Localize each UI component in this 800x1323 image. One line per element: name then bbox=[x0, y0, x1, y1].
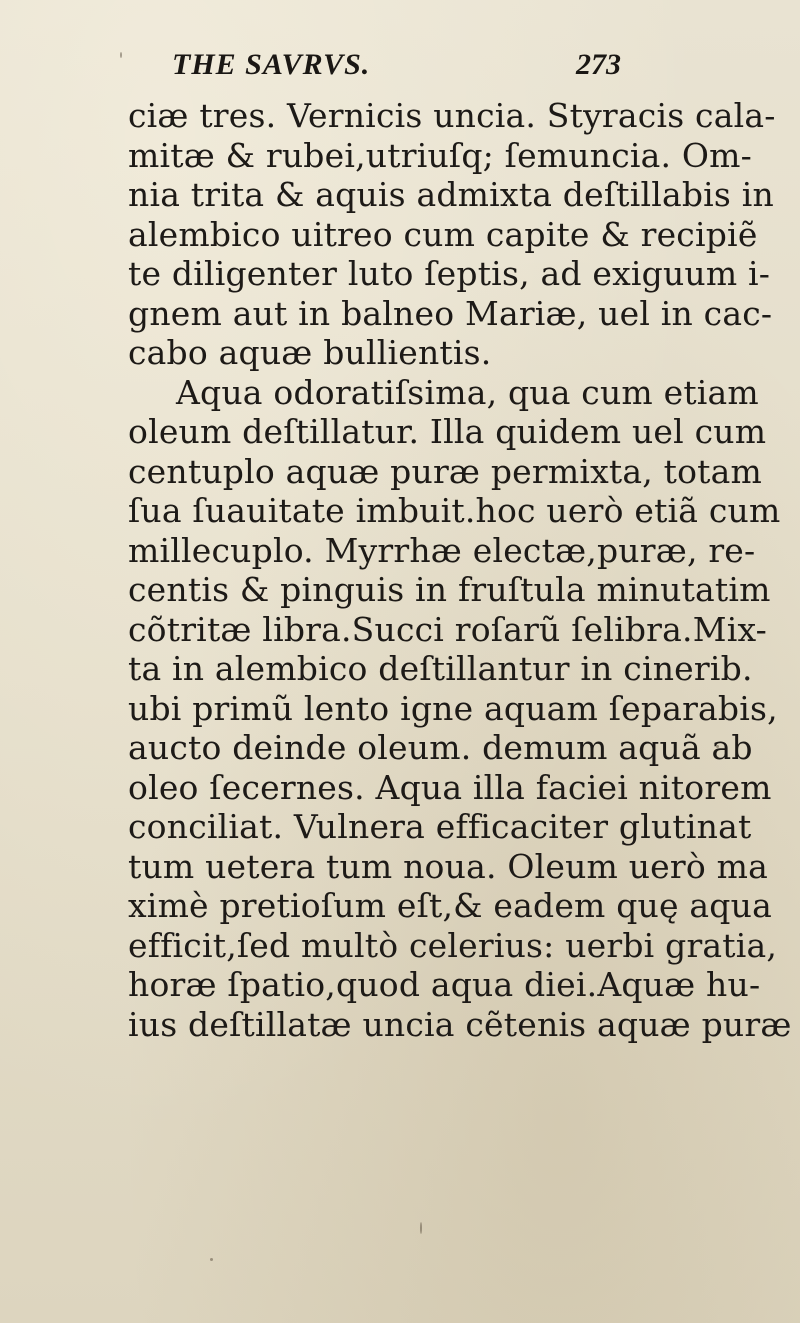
text-line: ximè pretioſum eſt,& eadem quę aqua bbox=[128, 886, 772, 925]
text-line: mitæ & rubei,utriuſq; ſemuncia. Om- bbox=[128, 135, 752, 175]
text-line: ius deſtillatæ uncia cẽtenis aquæ puræ bbox=[128, 1004, 792, 1044]
paper-speck bbox=[120, 52, 122, 58]
text-line: te diligenter luto ſeptis, ad exiguum i- bbox=[128, 254, 771, 293]
text-line: cõtritæ libra.Succi roſarũ ſelibra.Mix- bbox=[128, 609, 768, 649]
text-line: cabo aquæ bullientis. bbox=[128, 333, 492, 372]
text-line: nia trita & aquis admixta deſtillabis in bbox=[128, 175, 774, 214]
text-line: oleum deſtillatur. Illa quidem uel cum bbox=[128, 412, 767, 451]
text-line: ta in alembico deſtillantur in cinerib. bbox=[128, 649, 753, 688]
page-number: 273 bbox=[576, 48, 621, 81]
text-line: gnem aut in balneo Mariæ, uel in cac- bbox=[128, 293, 773, 333]
text-line: ubi primũ lento igne aquam ſeparabis, bbox=[128, 688, 778, 728]
text-line: tum uetera tum noua. Oleum uerò ma bbox=[128, 846, 768, 886]
text-line: conciliat. Vulnera efficaciter glutinat bbox=[128, 807, 752, 846]
body-text bbox=[128, 96, 792, 1044]
text-line: aucto deinde oleum. demum aquã ab bbox=[128, 728, 753, 767]
text-line: millecuplo. Myrrhæ electæ,puræ, re- bbox=[128, 530, 756, 570]
paper-speck bbox=[210, 1258, 213, 1261]
paper-speck bbox=[716, 745, 719, 748]
text-line: ſua ſuauitate imbuit.hoc uerò etiã cum bbox=[128, 491, 781, 530]
running-title: THE SAVRVS. bbox=[172, 48, 371, 81]
text-line: oleo ſecernes. Aqua illa faciei nitorem bbox=[128, 767, 772, 807]
paragraph-start-line: Aqua odoratiſsima, qua cum etiam bbox=[176, 372, 759, 412]
text-line: centuplo aquæ puræ permixta, totam bbox=[128, 451, 762, 491]
text-line: ciæ tres. Vernicis uncia. Styracis cala- bbox=[128, 96, 776, 135]
text-line: alembico uitreo cum capite & recipiẽ bbox=[128, 214, 758, 254]
text-line: centis & pinguis in fruſtula minutatim bbox=[128, 570, 771, 609]
paper-speck bbox=[420, 1222, 422, 1234]
text-line: efficit,ſed multò celerius: uerbi gratia, bbox=[128, 925, 778, 965]
text-line: horæ ſpatio,quod aqua diei.Aquæ hu- bbox=[128, 965, 761, 1004]
